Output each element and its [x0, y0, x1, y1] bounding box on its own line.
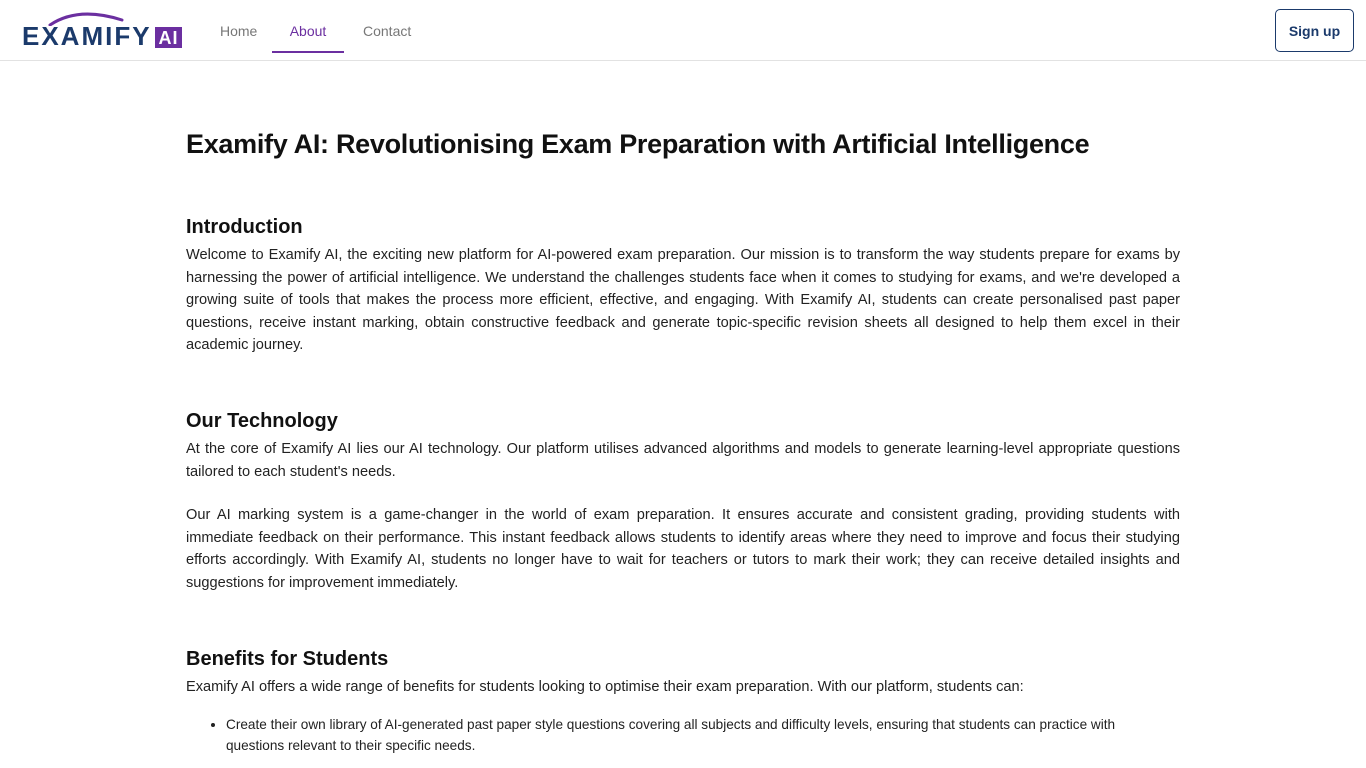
list-item: • Create their own library of AI-generated past paper style questions covering all subjects and difficulty levels, ensuring that students can practice with questions relevant to their specific needs. — [226, 714, 1166, 756]
sign-up-button[interactable]: Sign up — [1275, 9, 1354, 52]
technology-paragraph-1: At the core of Examify AI lies our AI technology. Our platform utilises advanced algorithms and models to generate learning-level appropriate questions tailored to each student's needs. — [186, 441, 1180, 480]
top-navbar — [0, 0, 1366, 61]
technology-heading: Our Technology — [186, 410, 338, 432]
introduction-heading: Introduction — [186, 216, 303, 238]
introduction-paragraph: Welcome to Examify AI, the exciting new platform for AI-powered exam preparation. Our mission is to transform the way students prepare for exams by harnessing the power of artificial intelligence. We understand the challenges students face when it comes to studying for exams, and we're developed a growing suite of tools that makes the process more efficient, effective, and engaging. With Examify AI, students can create personalised past paper questions, receive instant marking, obtain constructive feedback and generate topic-specific revision sheets all designed to help them excel in their academic journey. — [186, 247, 1180, 354]
logo-ai-badge: AI — [155, 27, 182, 48]
nav-contact[interactable]: Contact — [363, 22, 412, 39]
benefits-heading: Benefits for Students — [186, 648, 389, 670]
nav-home[interactable]: Home — [220, 22, 258, 39]
benefits-list — [226, 714, 1166, 756]
active-tab-indicator — [272, 51, 344, 53]
benefits-paragraph: Examify AI offers a wide range of benefits for students looking to optimise their exam preparation. With our platform, students can: — [186, 679, 1024, 695]
technology-paragraph-2: Our AI marking system is a game-changer in the world of exam preparation. It ensures accurate and consistent grading, providing students with immediate feedback on their performance. This instant feedback allows students to identify areas where they need to improve and focus their studying efforts accordingly. With Examify AI, students no longer have to wait for teachers or tutors to mark their work; they can receive detailed insights and suggestions for improvement immediately. — [186, 507, 1180, 591]
nav-about[interactable]: About — [289, 22, 327, 39]
logo-wordmark: EXAMIFY — [22, 21, 152, 51]
examify-logo[interactable] — [22, 10, 184, 50]
page-title: Examify AI: Revolutionising Exam Preparation with Artificial Intelligence — [186, 129, 1090, 159]
